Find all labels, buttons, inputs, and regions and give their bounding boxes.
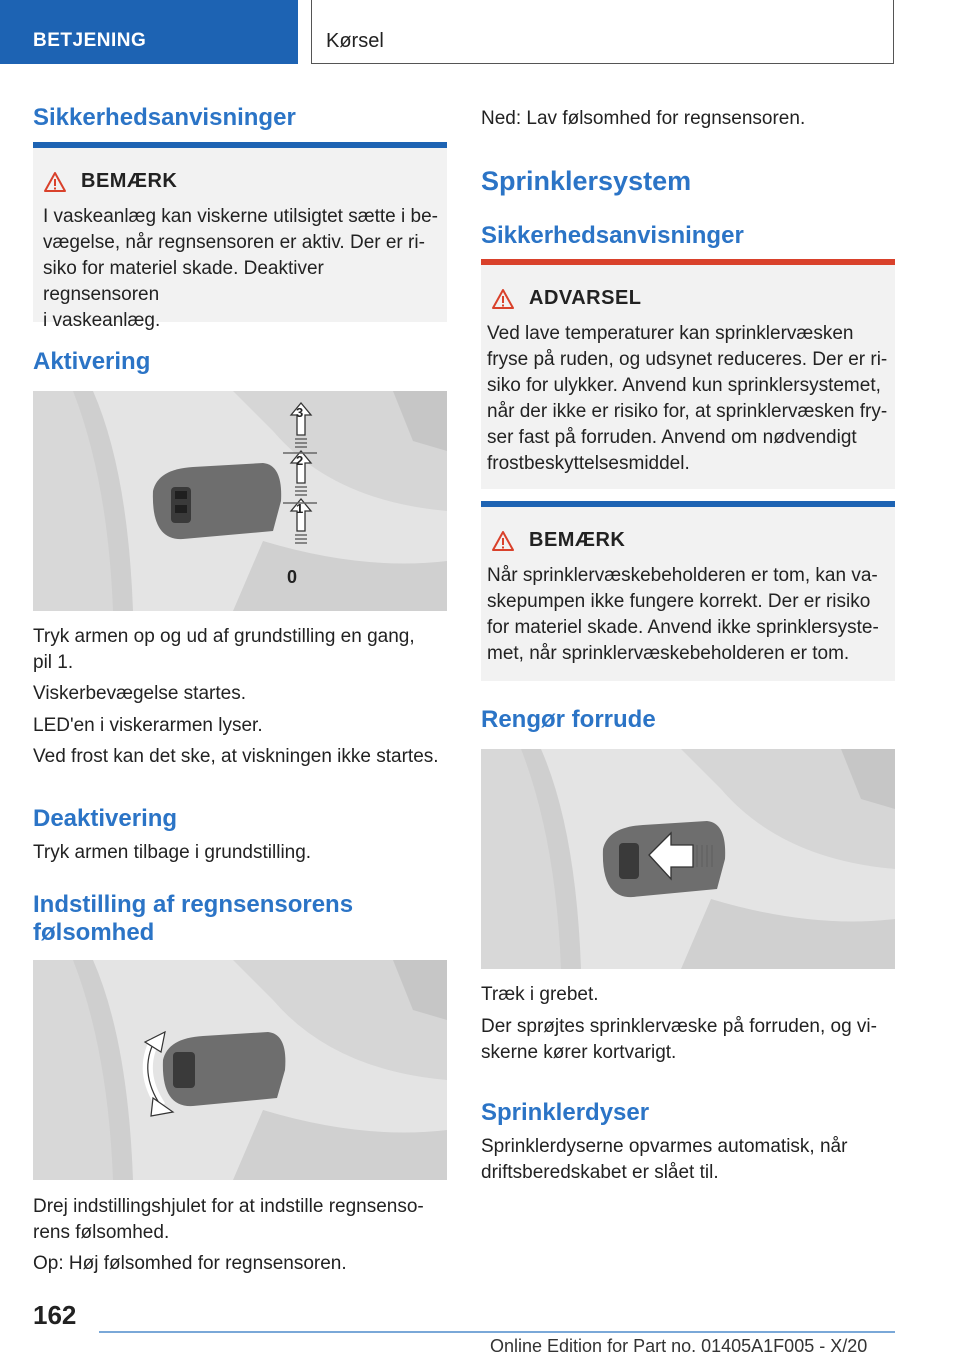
note-text bbox=[487, 563, 891, 667]
pull-lever-figure bbox=[481, 749, 895, 969]
heading-line: følsomhed bbox=[33, 919, 155, 946]
warning-triangle-icon bbox=[491, 288, 515, 310]
deactivation-text: Tryk armen tilbage i grundstilling. bbox=[33, 842, 312, 863]
arrow-label-0: 0 bbox=[287, 567, 298, 587]
text-line: pil 1. bbox=[33, 652, 74, 673]
note-line: vægelse, når regnsensoren er aktiv. Der er ri- bbox=[43, 232, 425, 253]
warning-title-row bbox=[491, 287, 642, 310]
note-line: Når sprinklervæskebeholderen er tom, kan va- bbox=[487, 565, 878, 586]
note-line: met, når sprinklervæskebeholderen er tom. bbox=[487, 643, 850, 664]
note-bar bbox=[481, 501, 895, 507]
nozzles-text bbox=[481, 1134, 895, 1186]
note-line: skepumpen ikke fungere korrekt. Der er risiko bbox=[487, 591, 871, 612]
text-line: Der sprøjtes sprinklervæske på forruden, og vi- bbox=[481, 1016, 877, 1037]
note-text bbox=[43, 204, 441, 334]
warning-line: fryse på ruden, og udsynet reduceres. Der er ri- bbox=[487, 349, 888, 370]
note-line: for materiel skade. Anvend ikke sprinklersyste- bbox=[487, 617, 879, 638]
sprinkler-heading: Sprinklersystem bbox=[481, 166, 692, 196]
note-box-2 bbox=[481, 501, 895, 681]
note-title-row bbox=[491, 529, 625, 552]
sensitivity-wheel-figure bbox=[33, 960, 447, 1180]
note-line: I vaskeanlæg kan viskerne utilsigtet sætte i be- bbox=[43, 206, 438, 227]
led-text: LED'en i viskerarmen lyser. bbox=[33, 715, 263, 736]
pull-lever-text: Træk i grebet. bbox=[481, 984, 599, 1005]
warning-triangle-icon bbox=[491, 530, 515, 552]
note-title: BEMÆRK bbox=[529, 529, 626, 551]
sensitivity-heading bbox=[33, 891, 447, 947]
online-edition-text: Online Edition for Part no. 01405A1F005 - X/20 bbox=[490, 1336, 868, 1356]
deactivation-heading: Deaktivering bbox=[33, 805, 178, 832]
warning-triangle-icon bbox=[43, 171, 67, 193]
note-line: siko for materiel skade. Deaktiver regnsensoren bbox=[43, 258, 324, 305]
page-number: 162 bbox=[33, 1300, 77, 1330]
text-line: Sprinklerdyserne opvarmes automatisk, når bbox=[481, 1136, 848, 1157]
arrow-label-2: 2 bbox=[296, 453, 304, 468]
warning-box bbox=[481, 259, 895, 489]
activation-text bbox=[33, 624, 447, 676]
warning-line: ser fast på forruden. Anvend om nødvendigt bbox=[487, 427, 857, 448]
spray-text bbox=[481, 1014, 895, 1066]
clean-windshield-heading: Rengør forrude bbox=[481, 706, 656, 733]
warning-line: frostbeskyttelsesmiddel. bbox=[487, 453, 690, 474]
activation-heading: Aktivering bbox=[33, 348, 151, 375]
note-title: BEMÆRK bbox=[81, 170, 178, 192]
sensitivity-up-text: Op: Høj følsomhed for regnsensoren. bbox=[33, 1253, 347, 1274]
wiping-starts-text: Viskerbevægelse startes. bbox=[33, 683, 246, 704]
text-line: skerne kører kortvarigt. bbox=[481, 1042, 677, 1063]
text-line: Tryk armen op og ud af grundstilling en gang, bbox=[33, 626, 415, 647]
warning-title: ADVARSEL bbox=[529, 287, 642, 309]
text-line: driftsberedskabet er slået til. bbox=[481, 1162, 719, 1183]
warning-line: Ved lave temperaturer kan sprinklervæsken bbox=[487, 323, 854, 344]
nozzles-heading: Sprinklerdyser bbox=[481, 1099, 650, 1126]
sensitivity-down-text: Ned: Lav følsomhed for regnsensoren. bbox=[481, 108, 806, 129]
note-line: i vaskeanlæg. bbox=[43, 310, 161, 331]
warning-line: når der ikke er risiko for, at sprinklervæsken fry- bbox=[487, 401, 888, 422]
warning-bar bbox=[481, 259, 895, 265]
frost-text: Ved frost kan det ske, at viskningen ikke startes. bbox=[33, 746, 439, 767]
safety-heading-left: Sikkerhedsanvisninger bbox=[33, 104, 296, 131]
heading-line: Indstilling af regnsensorens bbox=[33, 891, 354, 918]
arrow-label-1: 1 bbox=[296, 501, 304, 516]
chapter-box bbox=[311, 0, 894, 64]
note-box-1 bbox=[33, 142, 447, 331]
warning-text bbox=[487, 321, 891, 477]
section-tab bbox=[0, 0, 298, 64]
note-title-row bbox=[43, 170, 177, 193]
note-bar bbox=[33, 142, 447, 148]
arrow-label-3: 3 bbox=[296, 405, 304, 420]
safety-heading-right: Sikkerhedsanvisninger bbox=[481, 222, 744, 249]
warning-line: siko for ulykker. Anvend kun sprinklersystemet, bbox=[487, 375, 881, 396]
text-line: rens følsomhed. bbox=[33, 1222, 170, 1243]
wiper-stalk-figure bbox=[33, 391, 447, 611]
sensitivity-text bbox=[33, 1194, 447, 1246]
text-line: Drej indstillingshjulet for at indstille regnsenso- bbox=[33, 1196, 424, 1217]
footer-divider bbox=[99, 1331, 895, 1333]
section-label: BETJENING bbox=[33, 30, 147, 51]
chapter-label: Kørsel bbox=[326, 30, 384, 52]
